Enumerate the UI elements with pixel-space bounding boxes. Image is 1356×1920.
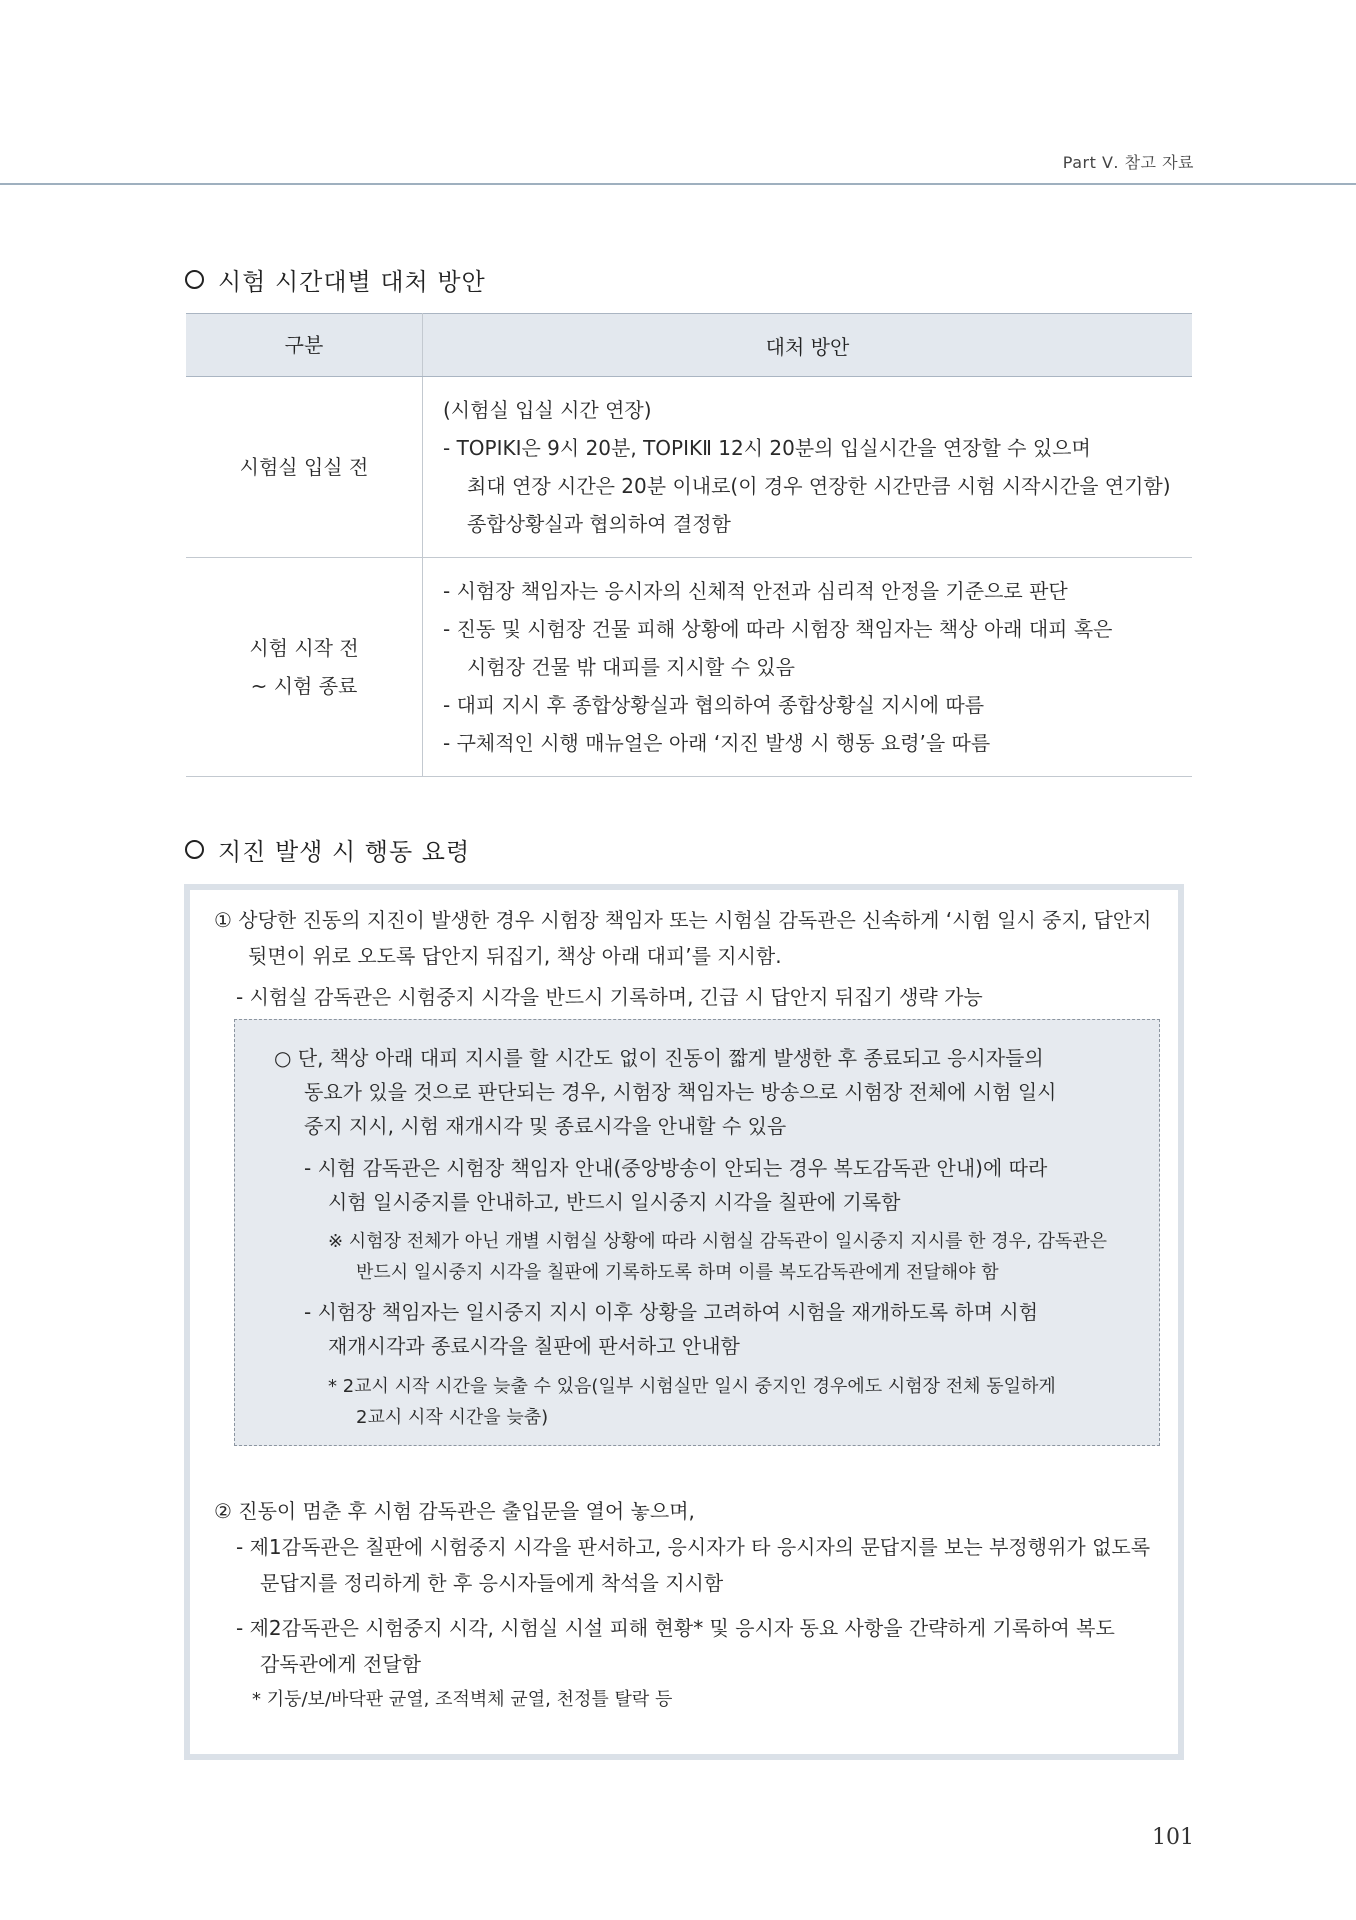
note-remark-line: 반드시 일시중지 시각을 칠판에 기록하도록 하며 이를 복도감독관에게 전달해야 함 [356,1262,999,1283]
table-cell-category [186,558,423,777]
note-remark-line: ※ 시험장 전체가 아닌 개별 시험실 상황에 따라 시험실 감독관이 일시중지 지시를 한 경우, 감독관은 [328,1231,1108,1252]
note-asterisk-line: * 2교시 시작 시간을 늦출 수 있음(일부 시험실만 일시 중지인 경우에도 시험장 전체 동일하게 [328,1376,1056,1397]
response-line: - 진동 및 시험장 건물 피해 상황에 따라 시험장 책임자는 책상 아래 대피 혹은 [443,617,1113,641]
section-title-text: 지진 발생 시 행동 요령 [218,838,471,866]
table-header-response: 대처 방안 [423,314,1193,377]
section-title-text: 시험 시간대별 대처 방안 [218,268,486,296]
response-line: (시험실 입실 시간 연장) [443,398,652,422]
category-label: 시험실 입실 전 [239,455,369,479]
item2-subline: - 제1감독관은 칠판에 시험중지 시각을 판서하고, 응시자가 타 응시자의 문답지를 보는 부정행위가 없도록 [236,1535,1151,1559]
item1-subline: - 시험실 감독관은 시험중지 시각을 반드시 기록하며, 긴급 시 답안지 뒤집기 생략 가능 [236,985,983,1009]
circle-bullet-icon [185,270,204,289]
note-asterisk-line: 2교시 시작 시간을 늦춤) [356,1407,549,1428]
item2-subline: 문답지를 정리하게 한 후 응시자들에게 착석을 지시함 [260,1571,724,1595]
note-paragraph-line: ○ 단, 책상 아래 대피 지시를 할 시간도 없이 진동이 짧게 발생한 후 종료되고 응시자들의 [274,1046,1044,1070]
table-row [186,377,1192,558]
note-paragraph-line: 동요가 있을 것으로 판단되는 경우, 시험장 책임자는 방송으로 시험장 전체에 시험 일시 [304,1080,1057,1104]
note-dash-line: - 시험 감독관은 시험장 책임자 안내(중앙방송이 안되는 경우 복도감독관 안내)에 따라 [304,1156,1048,1180]
table-header-category: 구분 [186,314,423,377]
note-dash-line: - 시험장 책임자는 일시중지 지시 이후 상황을 고려하여 시험을 재개하도록 하며 시험 [304,1300,1039,1324]
response-line: 시험장 건물 밖 대피를 지시할 수 있음 [467,655,795,679]
category-label: 시험 시작 전 [249,636,359,660]
page-number: 101 [1152,1825,1194,1850]
response-line: - 대피 지시 후 종합상황실과 협의하여 종합상황실 지시에 따름 [443,693,985,717]
table-cell-response [423,377,1193,558]
response-table [186,313,1192,777]
note-dash-line: 시험 일시중지를 안내하고, 반드시 일시중지 시각을 칠판에 기록함 [328,1190,901,1214]
response-line: - 시험장 책임자는 응시자의 신체적 안전과 심리적 안정을 기준으로 판단 [443,579,1068,603]
item2-subline: - 제2감독관은 시험중지 시각, 시험실 시설 피해 현황* 및 응시자 동요 사항을 간략하게 기록하여 복도 [236,1616,1115,1640]
item2-note: * 기둥/보/바닥판 균열, 조적벽체 균열, 천정틀 탈락 등 [252,1689,673,1710]
header-rule [0,183,1356,185]
response-line: 종합상황실과 협의하여 결정함 [467,512,731,536]
section-title-earthquake [185,832,470,867]
category-label: ~ 시험 종료 [250,674,358,698]
section-title-time-response [185,262,486,297]
table-cell-response [423,558,1193,777]
response-line: 최대 연장 시간은 20분 이내로(이 경우 연장한 시간만큼 시험 시작시간을 연기함) [467,474,1171,498]
item2-subline: 감독관에게 전달함 [260,1652,421,1676]
note-paragraph-line: 중지 지시, 시험 재개시각 및 종료시각을 안내할 수 있음 [304,1114,787,1138]
response-line: - 구체적인 시행 매뉴얼은 아래 ‘지진 발생 시 행동 요령’을 따름 [443,731,991,755]
table-row [186,558,1192,777]
circle-bullet-icon [185,840,204,859]
item1-line: ① 상당한 진동의 지진이 발생한 경우 시험장 책임자 또는 시험실 감독관은 신속하게 ‘시험 일시 중지, 답안지 [214,908,1152,932]
response-line: - TOPIKⅠ은 9시 20분, TOPIKⅡ 12시 20분의 입실시간을 연장할 수 있으며 [443,436,1091,460]
table-header-row [186,314,1192,377]
running-head: Part Ⅴ. 참고 자료 [1062,153,1194,172]
item1-line: 뒷면이 위로 오도록 답안지 뒤집기, 책상 아래 대피’를 지시함. [248,944,782,968]
item2-line: ② 진동이 멈춘 후 시험 감독관은 출입문을 열어 놓으며, [214,1499,695,1523]
table-cell-category [186,377,423,558]
note-dash-line: 재개시각과 종료시각을 칠판에 판서하고 안내함 [328,1334,740,1358]
